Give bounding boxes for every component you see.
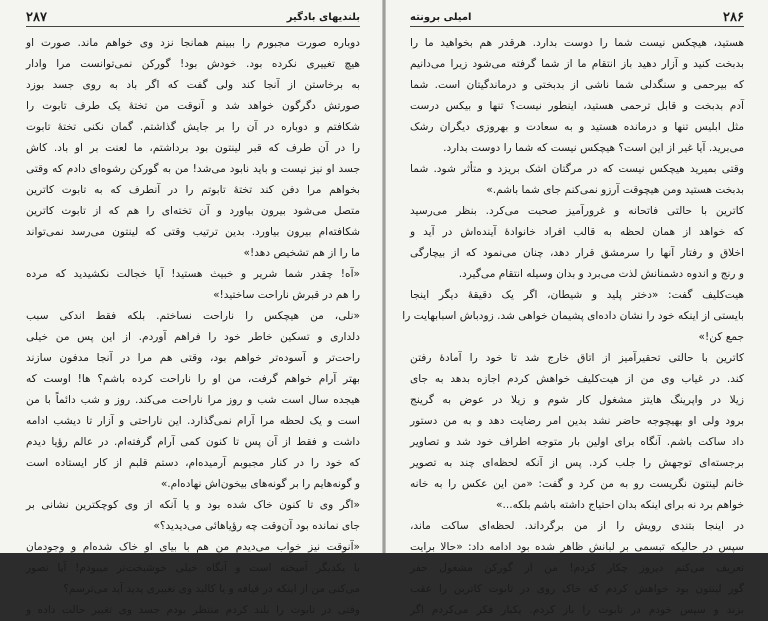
text-line: هیت‌کلیف گفت: «دختر پلید و شیطان، اگر یک دقیقهٔ دیگر اینجا — [410, 289, 744, 301]
text-line: می‌کنی من از اینکه در قیافه و یا کالبد وی تغییری پدید آید می‌ترسم؟ — [63, 583, 360, 595]
right-page-text — [402, 33, 744, 621]
text-line: صورتش دگرگون خواهد شد و آنوقت من تختهٔ یک طرف تابوت را — [26, 100, 360, 112]
right-running-head: امیلی برونته — [410, 11, 472, 23]
text-line: کند. در غیاب وی من از هیت‌کلیف خواهش کردم اجازه بدهد به جای — [410, 373, 744, 385]
right-page-number: ۲۸۶ — [723, 9, 744, 25]
text-line: «نلی، من هیچکس را ناراحت نساختم. بلکه فقط اندکی سبب — [26, 310, 360, 322]
text-line: «آنوقت نیز خواب می‌دیدم من هم با بیای او خاک شده‌ام و وجودمان — [26, 541, 360, 553]
text-line: دوباره صورت مجبورم را ببینم همانجا نزد وی خواهم ماند. صورت او — [26, 37, 360, 49]
text-line: را در آن طرف که قبر لینتون بود برداشتم، ما لعنت بر او باد. کاش — [26, 142, 360, 154]
left-page — [0, 0, 382, 616]
text-line: بدبخت کنید و آزار دهید باز انتقام ما از شما گرفته می‌شود زیرا می‌دانیم — [410, 58, 744, 70]
text-line: وقتی بمیرید هیچکس نیست که در مرگتان اشک بریزد و متأثر شود. شما — [410, 163, 744, 175]
text-line: بایستی از اینکه خود را نشان داده‌ای پشیمان خواهی شد. زودباش اسبابهایت را — [402, 310, 744, 322]
left-page-header — [26, 8, 360, 27]
text-line: هیجده سال است شب و روز مرا ناراحت می‌کند. روز و شب دائماً با من — [26, 394, 360, 406]
text-line: خواهم برد نه برای اینکه بدان احتیاج داشته باشم بلکه...» — [496, 499, 744, 511]
text-line: که خواهد از همان لحظه به قالب افراد خانوادهٔ آینده‌اش در آید و — [410, 226, 744, 238]
text-line: با یکدیگر آمیخته است و آنگاه خیلی خوشبخت‌تر میبودم! آیا تصور — [26, 562, 360, 574]
text-line: خانم لینتون نگریست رو به من کرد و گفت: «من این عکس را به خانه — [410, 478, 744, 490]
text-line: داد ساکت باشم. آنگاه برای اولین بار متوجه اطراف خود شد و تصاویر — [410, 436, 744, 448]
text-line: بخواهم مرا دفن کند تختهٔ تابوتم را در آنطرف که به تابوت کاترین — [26, 184, 360, 196]
text-line: را هم در قبرش ناراحت ساختید!» — [213, 289, 360, 301]
text-line: «اگر وی تا کنون خاک شده بود و یا آنکه از وی کوچکترین نشانی بر — [26, 499, 360, 511]
text-line: که خود را در کنار مجبوبم آرمیده‌ام، دستم قلبم از کار ایستاده است — [26, 457, 360, 469]
text-line: شکافته‌ام بیرون بیاورد. بدین ترتیب وقتی که لینتون می‌رسد نمی‌تواند — [26, 226, 360, 238]
text-line: می‌برید. آیا غیر از این است؟ هیچکس نیست که شما را دوست بدارد. — [443, 142, 744, 154]
text-line: داشت و فقط از آن پس تا کنون کمی آرام گرفته‌ام. در عالم رؤیا دیدم — [26, 436, 360, 448]
text-line: گور لینتون بود خواهش کردم که خاک روی در تابوت کاترین را عقب — [410, 583, 744, 595]
text-line: بهتر آرام خواهم گرفت، من او را ناراحت کرده باشم؟ ها! اوست که — [26, 373, 360, 385]
text-line: به برخاستن از آنجا کند ولی گفت که اگر باد به روی جسد بوزد — [26, 79, 360, 91]
text-line: است و یک لحظه مرا آرام نمی‌گذارد. این ناراحتی و آزار تا دیشب ادامه — [26, 415, 360, 427]
text-line: سپس در حالیکه تبسمی بر لبانش ظاهر شده بود ادامه داد: «حالا برایت — [410, 541, 744, 553]
right-page-header — [410, 8, 744, 27]
text-line: در اینجا بتندی رویش را از من برگرداند. لحظه‌ای ساکت ماند، — [410, 520, 744, 532]
text-line: و رنج و اندوه دشمنانش لذت می‌برد و بدان وسیله انتقام می‌گیرد. — [458, 268, 744, 280]
text-line: بدبخت هستید ومن هیچوقت آرزو نمی‌کنم جای شما باشم.» — [486, 184, 744, 196]
text-line: متصل می‌شود بیرون بیاورد و آن تخته‌ای را هم که از تابوت کاترین — [26, 205, 360, 217]
left-running-head: بلندیهای بادگیر — [286, 11, 360, 23]
text-line: تعریف می‌کنم دیروز چکار کردم! من از گورکن مشغول حفر — [410, 562, 744, 574]
text-line: شکافتم و دوباره در آن را بر جایش گذاشتم. گمان نکنی تختهٔ تابوت — [26, 121, 360, 133]
text-line: هستید، هیچکس نیست شما را دوست بدارد. هرقدر هم بخواهید ما را — [410, 37, 744, 49]
text-line: برود ولی او بهیچوجه حاضر نشد بدین امر رضایت دهد و به من دستور — [410, 415, 744, 427]
text-line: هیچ تغییری نکرده بود. خودش بود! گورکن نمی‌توانست مرا وادار — [26, 58, 360, 70]
text-line: بزند و سپس خودم در تابوت را باز کردم. یکبار فکر می‌کردم اگر — [410, 604, 744, 616]
right-page — [386, 0, 768, 616]
text-line: کاترین با حالتی فاتحانه و غرورآمیز صحبت می‌کرد. بنظر می‌رسید — [410, 205, 744, 217]
text-line: برجسته‌ای توجهش را جلب کرد. پس از آنکه لحظه‌ای چند به تصویر — [410, 457, 744, 469]
text-line: جسد او نیز نیست و باید نابود می‌شد! من به گورکن رشوه‌ای دادم که وقتی — [26, 163, 360, 175]
text-line: راحت‌تر و آسوده‌تر خواهم بود، وقتی هم مرا در آنجا مدفون سازند — [26, 352, 360, 364]
text-line: دلداری و تسکین خاطر خود را فراهم آوردم. از این پس من خیلی — [26, 331, 360, 343]
text-line: که بیرحمی و سنگدلی شما ناشی از بدبختی و درماندگیتان است. شما — [410, 79, 744, 91]
text-line: اخلاق و رفتار آنها را سرمشق قرار دهد، چنان می‌نمود که از بیچارگی — [410, 247, 744, 259]
text-line: جمع کن!» — [698, 331, 744, 343]
text-line: ما را از هم تشخیص دهد!» — [243, 247, 360, 259]
text-line: زیلا در واپرینگ هایتز مشغول کار شوم و زیلا در عوض به گرینج — [410, 394, 744, 406]
text-line: مثل ابلیس تنها و درمانده هستید و به سعادت و بهروزی دیگران رشک — [410, 121, 744, 133]
text-line: آدم بدبخت و قابل ترحمی هستید، اینطور نیست؟ تنها و بیکس درست — [410, 100, 744, 112]
left-page-text — [26, 33, 360, 621]
text-line: جای نمانده بود آن‌وقت چه رؤیاهائی می‌دیدید؟» — [153, 520, 360, 532]
text-line: «آه! چقدر شما شریر و خبیث هستید! آیا خجالت نکشیدید که مرده — [26, 268, 360, 280]
text-line: وقتی در تابوت را بلند کردم منتظر بودم جسد وی تغییر حالت داده و — [26, 604, 360, 616]
left-page-number: ۲۸۷ — [26, 9, 47, 25]
text-line: کاترین با حالتی تحقیرآمیز از اتاق خارج شد تا خود را آمادهٔ رفتن — [410, 352, 744, 364]
text-line: و گونه‌هایم را بر گونه‌های بیخون‌اش نهاده‌ام.» — [160, 478, 360, 490]
